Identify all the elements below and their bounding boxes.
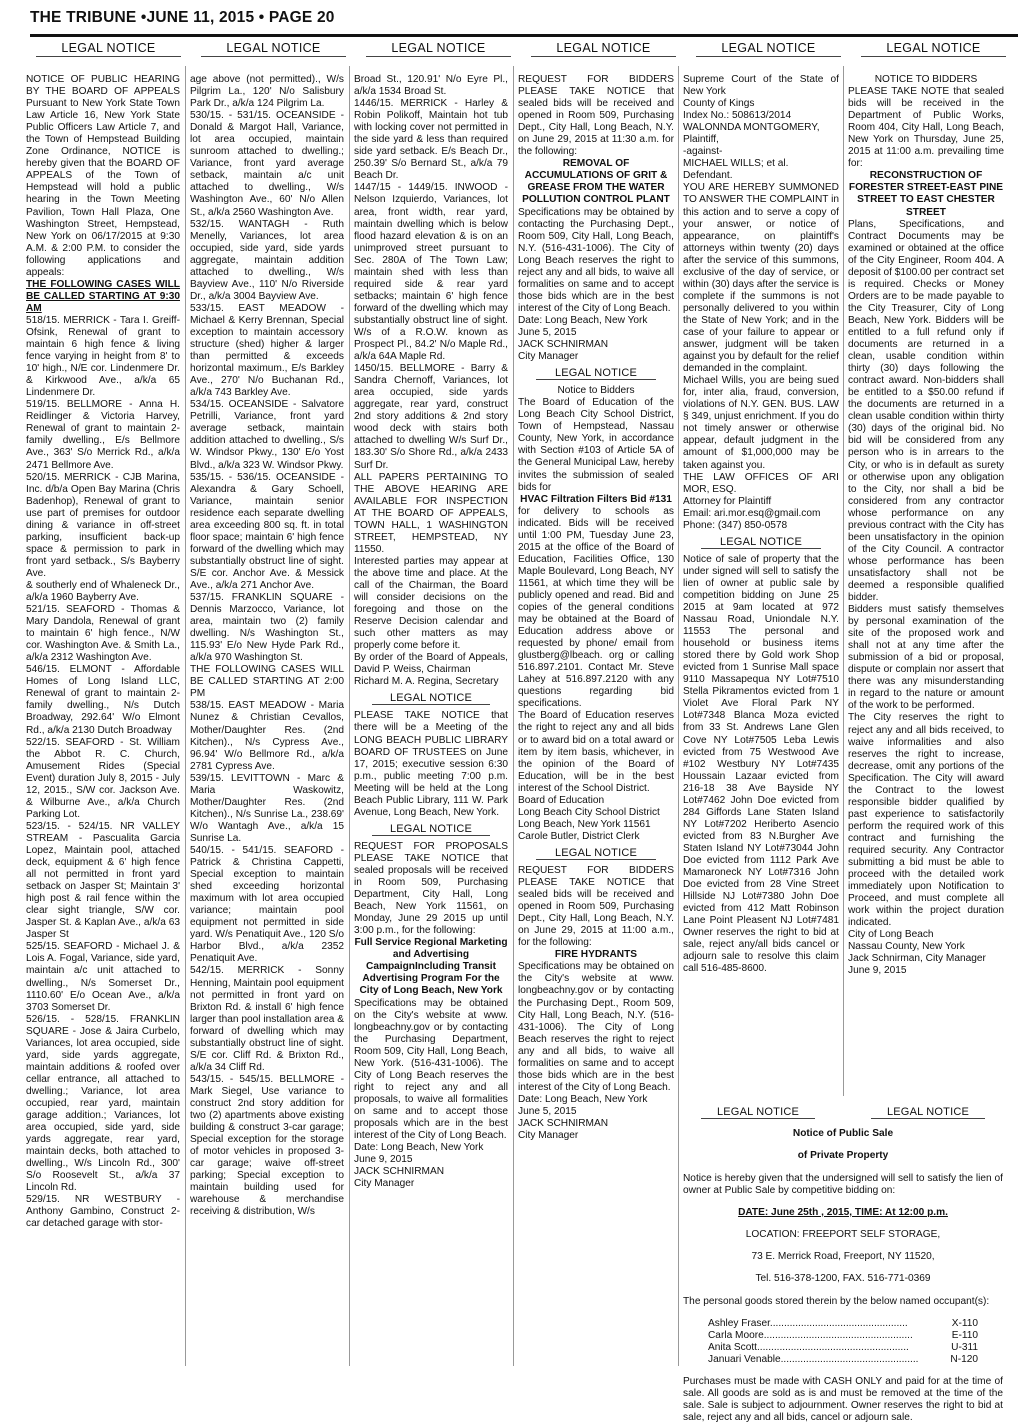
notice-body: Broad St., 120.91' N/o Eyre Pl., a/k/a 1534 Broad St. 1446/15. MERRICK - Harley & Robin Polikoff, Maintain hot tub with locking cover not permitted in the side yard & less than required side yard setback. E/s Beach Dr., 250.39' S/o Bernard St., a/k/a 79 Beach Dr. 1447/15 - 1449/15. INWOOD - Nelson Izquierdo, Variances, lot area, front width, rear yard, maintain dwelling which is below flood hazard elevation & is on an unimproved street pursuant to Sec. 280A of The Town Law; maintain shed with less than required side & rear yard setbacks; maintain 6' high fence forward of the dwelling which may substantially obstruct line of sight. W/s of a R.O.W. known as Prospect Pl., 84.2' N/o Maple Rd., a/k/a 64A Maple Rd. 1450/15. BELLMORE - Barry & Sandra Chernoff, Variances, lot area occupied, side yards aggregate, rear yard, construct 2nd story additions & 2nd story wood deck with stairs both attached to dwelling W/s Surf Dr., 183.30' S/o Shore Rd., a/k/a 2433 Surf Dr. ALL PAPERS PERTAINING TO THE ABOVE HEARING ARE AVAILABLE FOR INSPECTION AT THE BOARD OF APPEALS, TOWN HALL, 1 WASHINGTON STREET, HEMPSTEAD, NY 11550. Interested parties may appear at the above time and place. At the call of the Chairman, the Board will consider decisions on the foregoing and those on the Reserve Decision calendar and such other matters as may properly come before it. By order of the Board of Appeals, David P. Weiss, Chairman Richard M. A. Regina, Secretary (354, 74, 508, 688)
masthead (30, 6, 1018, 37)
sale-notice: Notice of sale of property that the under signed will sell to satisfy the lien of owner at public sale by competition bidding on June 25 2015 at 9am located at 972 Nassau Road, Uniondale N.Y. 11553 The personal and household or business items stored there by Gold work Shop evicted from 1 Sunrise Mall space 9110 Massapequa NY Lot#7510 Stella Pikramentos evicted from 1 Violet Ave Floral Park NY Lot#7348 Blanca Moza evicted from 33 St. Andrews Lane Glen Cove NY Lot#7505 Leba Lewis evicted from 75 Westwood Ave #102 Westbury NY Lot#7435 Houssain Lazaar evicted from 216-18 38 Ave Bayside NY Lot#7462 John Doe evicted from 284 Giffords Lane Staten Island NY Lot#7202 Heriberto Asencio evicted from 83 N.Burgher Ave Staten Island NY Lot#73044 John Doe evicted from 1112 Park Ave Mamaroneck NY Lot#7316 John Doe evicted from 28 Vine Street Hillside NJ Lot#7380 John Doe evicted from 412 Matt Robinson Lane Point Pleasent NJ Lot#7481 Owner reserves the right to bid at sale, reject any/all bids cancel or adjourn sale to resolve this claim call 516-485-8600. (683, 553, 839, 975)
rfp-title: Full Service Regional Marketing and Advertising CampaignIncluding Transit Advertising Program For the City of Long Beach, New York (354, 937, 508, 997)
column-3 (354, 74, 508, 1366)
column-header-3: LEGAL NOTICE (356, 38, 521, 58)
column-divider (843, 66, 844, 1096)
notice-body: 518/15. MERRICK - Tara I. Greiff-Ofsink, Renewal of grant to maintain 6 high fence & living fence varying in height from 8' to 10' high., N/E cor. Lindenmere Dr. & Kirkwood Ave., a/k/a 65 Lindenmere Dr. 519/15. BELLMORE - Anna H. Reidlinger & Victoria Harvey, Renewal of grant to maintain 2-family dwelling., E/s Bellmore Ave., 363' S/o Merrick Rd., a/k/a 2471 Bellmore Ave. 520/15. MERRICK - CJB Marina, Inc. d/b/a Open Bay Marina (Chris Badenhop), Renewal of grant to use part of premises for outdoor dining & variance in off-street parking, insufficient back-up space & permission to park in front yard setback., S/s Bayberry Ave. & southerly end of Whaleneck Dr., a/k/a 1960 Bayberry Ave. 521/15. SEAFORD - Thomas & Mary Dandola, Renewal of grant to maintain 6' high fence., N/W cor. Washington Ave. & Smith La., a/k/a 2312 Washington Ave. 546/15. ELMONT - Affordable Homes of Long Island LLC, Renewal of grant to maintain 2-family dwelling., N/s Dutch Broadway, 292.64' W/o Elmont Rd., a/k/a 2130 Dutch Broadway 522/15. SEAFORD - St. William the Abbot R. C. Church, Amusement Rides (Special Event) duration July 8, 2015 - July 12, 2015., S/W cor. Jackson Ave. & Wilburne Ave., a/k/a Church Parking Lot. 523/15. - 524/15. NR VALLEY STREAM - Pascualita Garcia Lopez, Maintain pool, attached deck, equipment & 6' high fence all not permitted in front yard setback on Jasper St; Maintain 3' high post & rail fence within the clear sight triangle, S/W cor. Jasper St. & Kaplan Ave., a/k/a 63 Jasper St 525/15. SEAFORD - Michael J. & Lois A. Fogal, Variance, side yard, maintain a/c unit attached to dwelling., N/s Somerset Dr., 1110.60' E/o Ocean Ave., a/k/a 3703 Somerset Dr. 526/15. - 528/15. FRANKLIN SQUARE - Jose & Jaira Curbelo, Variances, lot area occupied, side yard, side yards aggregate, maintain additions & roofed over cellar entrance, all attached to dwelling.; Variance, lot area occupied, rear yard, maintain garage addition.; Variances, lot area occupied, side yard, side yards aggregate, rear yard, maintain decks, both attached to dwelling., W/s Lincoln Rd., 300' S/o Roosevelt St., a/k/a 37 Lincoln Rd. 529/15. NR WESTBURY - Anthony Gambino, Construct 2-car detached garage with stor- (26, 314, 180, 1230)
ntb-heading: NOTICE TO BIDDERS (874, 74, 978, 85)
column-header-5: LEGAL NOTICE (686, 38, 851, 58)
column-divider (513, 66, 514, 1366)
rfb-title: REMOVAL OF ACCUMULATIONS OF GRIT & GREASE FROM THE WATER POLLUTION CONTROL PLANT (522, 158, 670, 206)
occupant-row: Januari Venable................................................. N-120 (708, 1353, 978, 1365)
rfb-body: Specifications may be obtained by contacting the Purchasing Dept., Room 509, City Hall, Long Beach, N.Y. (516-431-1006). The City of Long Beach reserves the right to reject any and all bids, to waive all formalities on same and to accept those bids which are in the best interest of the City of Long Beach. Date: Long Beach, New York June 5, 2015 JACK SCHNIRMAN City Manager (518, 206, 674, 363)
column-divider (349, 66, 350, 1366)
section-header: LEGAL NOTICE (354, 692, 508, 704)
section-header: LEGAL NOTICE (853, 1106, 1003, 1118)
column-6 (848, 74, 1004, 1104)
cases-heading: THE FOLLOWING CASES WILL BE CALLED STARTING AT 9:30 AM (26, 278, 180, 314)
public-sale-notice (683, 1106, 1003, 1424)
project-title: RECONSTRUCTION OF FORESTER STREET-EAST PINE STREET TO EAST CHESTER STREET (848, 170, 1004, 218)
rfb-intro: REQUEST FOR BIDDERS PLEASE TAKE NOTICE that sealed bids will be received and opened in Room 509, Purchasing Dept., City Hall, Long Beach, N.Y. on June 29, 2015 at 11:30 a.m. for the following: (518, 74, 674, 158)
rfp-body: Specifications may be obtained on the City's website at www. longbeachny.gov or by contacting the Purchasing Department, Room 509, City Hall, Long Beach, New York. (516-431-1006). The City of Long Beach reserves the right to reject any and all proposals, to waive all formalities on same and to accept those proposals which are in the best interest of the City of Long Beach. Date: Long Beach, New York June 9, 2015 JACK SCHNIRMAN City Manager (354, 997, 508, 1190)
ntb-intro: PLEASE TAKE NOTE that sealed bids will be received in the Department of Public Works, Room 404, City Hall, Long Beach, New York on Thursday, June 25, 2015 at 11:00 a.m. prevailing time for: (848, 86, 1004, 170)
ntb-body-2: for delivery to schools as indicated. Bids will be received until 1:00 PM, Tuesday June 23, 2015 at the office of the Board of Education, Facilities Office, 130 Maple Boulevard, Long Beach, NY 11561, at which time they will be publicly opened and read. Bid and copies of the general conditions may be obtained at the Board of Education address above or requested by phone/ email from glustberg@lbeach. org or calling 516.897.2101. Contact Mr. Steve Lahey at 516.897.2120 with any questions regarding bid specifications. The Board of Education reserves the right to reject any and all bids or to award bid on a total award or item by item basis, whichever, in the opinion of the Board of Education, will be in the best interest of the School District. Board of Education Long Beach City School District Long Beach, New York 11561 Carole Butler, District Clerk (518, 505, 674, 842)
notice-board-of-appeals (26, 74, 180, 1366)
occupant-row: Carla Moore..................................................... E-110 (708, 1329, 978, 1341)
goods-intro: The personal goods stored therein by the below named occupant(s): (683, 1295, 990, 1307)
ntb-body: Plans, Specifications, and Contract Documents may be examined or obtained at the office of the City Engineer, Room 404. A deposit of $100.00 per contract set is required. Checks or Money Orders are to be made payable to the City Treasurer, City of Long Beach, New York. Bidders will be entitled to a full refund only if documents are returned in a clean, usable condition within thirty (30) days following the contract award. Non-bidders shall be entitled to a $50.00 refund if the documents are returned in a clean usable condition within thirty (30) days of the original bid. No bid will be considered from any person who is in arrears to the City, or who is in default as surety or otherwise upon any obligation to the City, nor shall a bid be considered from any contractor whose performance on any previous contract with the City has been unsatisfactory in the opinion of the City Council. A contractor whose performance has been unsatisfactory shall not be deemed a responsible qualified bidder. Bidders must satisfy themselves by personal examination of the site of the proposed work and shall not at any time after the submission of a bid or proposal, dispute or complain nor assert that there was any misunderstanding in regard to the nature or amount of the work to be performed. The City reserves the right to reject any and all bids received, to waive informalities and also reserves the right to increase, decrease, omit any portions of the Specification. The City will award the Contract to the lowest responsible bidder qualified by past experience to satisfactorily perform the required work of this contract and furnishing the required security. Any Contractor submitting a bid must be able to proceed with the detailed work immediately upon Notification to Proceed, and must complete all work within the project duration indicated. City of Long Beach Nassau County, New York Jack Schnirman, City Manager June 9, 2015 (848, 218, 1004, 977)
column-header-1: LEGAL NOTICE (26, 38, 191, 58)
column-header-2: LEGAL NOTICE (191, 38, 356, 58)
occupant-list (708, 1318, 978, 1366)
column-header-4: LEGAL NOTICE (521, 38, 686, 58)
sale-address: 73 E. Merrick Road, Freeport, NY 11520, (751, 1251, 935, 1263)
summons-notice: Supreme Court of the State of New York County of Kings Index No.: 508613/2014 WALONNDA MONTGOMERY, Plaintiff, -against- MICHAEL WILLS; et al. Defendant. YOU ARE HEREBY SUMMONED TO ANSWER THE COMPLAINT in this action and to serve a copy of your answer, or notice of appearance, on plaintiff's attorneys within twenty (20) days after the service of this summons, exclusive of the day of service, or within (30) days after the service is complete if the summons is not personally delivered to you within the State of New York; and in the case of your failure to appear or answer, judgment will be taken against you by default for the relief demanded in the complaint. Michael Wills, you are being sued for, inter alia, fraud, conversion, violations of N.Y. GEN. BUS. LAW § 349, unjust enrichment. If you do not timely answer or otherwise appear, default judgment in the amount of $1,000,000 may be taken against you. THE LAW OFFICES OF ARI MOR, ESQ. Attorney for Plaintiff Email: ari.mor.esq@gmail.com Phone: (347) 850-0578 (683, 74, 839, 531)
section-header: LEGAL NOTICE (518, 847, 674, 859)
sale-location: LOCATION: FREEPORT SELF STORAGE, (745, 1228, 941, 1240)
occupant-row: Ashley Fraser................................................. X-110 (708, 1317, 978, 1329)
masthead-title: THE TRIBUNE •JUNE 11, 2015 • PAGE 20 (30, 9, 335, 26)
rfb2-intro: REQUEST FOR BIDDERS PLEASE TAKE NOTICE that sealed bids will be received and opened in Room 509, Purchasing Dept., City Hall, Long Beach, N.Y. on June 29, 2015 at 11:00 a.m., for the following: (518, 865, 674, 949)
column-5 (683, 74, 839, 1104)
column-divider (185, 66, 186, 1366)
column-header-row (26, 38, 1018, 58)
ntb-title: Notice to Bidders (557, 385, 635, 397)
notice-board-of-appeals-continued (190, 74, 344, 1366)
column-divider (678, 66, 679, 1366)
notice-body: age above (not permitted)., W/s Pilgrim La., 120' N/o Salisbury Park Dr., a/k/a 124 Pilgrim La. 530/15. - 531/15. OCEANSIDE - Donald & Margot Hall, Variance, lot area occupied, maintain sunroom attached to dwelling.; Variance, front yard average setback, maintain a/c unit attached to dwelling., W/s Washington Ave., 60' N/o Allen St., a/k/a 2560 Washington Ave. 532/15. WANTAGH - Ruth Menelly, Variances, lot area occupied, side yard, side yards aggregate, maintain addition attached to dwelling., W/s Bayview Ave., 110' N/o Riverside Dr., a/k/a 3004 Bayview Ave. 533/15. EAST MEADOW - Michael & Kerry Brennan, Special exception to maintain accessory structure (shed) higher & larger than permitted & exceeds horizontal maximum., E/s Barkley Ave., 270' N/o Buchanan Rd., a/k/a 743 Barkley Ave. 534/15. OCEANSIDE - Salvatore Petrilli, Variance, front yard average setback, maintain addition attached to dwelling., S/s W. Windsor Pkwy., 130' E/o Yost Blvd., a/k/a 323 W. Windsor Pkwy. 535/15. - 536/15. OCEANSIDE - Alexandra & Gary Schoell, Variance, maintain senior residence each separate dwelling area exceeding 800 sq. ft. in total floor space; maintain 6' high fence forward of the dwelling which may substantially obstruct line of sight. S/E cor. Anchor Ave. & Messick Ave., a/k/a 271 Anchor Ave. 537/15. FRANKLIN SQUARE - Dennis Marzocco, Variance, lot area, maintain two (2) family dwelling. N/s Washington St., 115.93' E/o New Hyde Park Rd., a/k/a 970 Washington St. THE FOLLOWING CASES WILL BE CALLED STARTING AT 2:00 PM 538/15. EAST MEADOW - Maria Nunez & Christian Cevallos, Mother/Daughter Res. (2nd Kitchen)., N/s Cypress Ave., 96.94' W/o Bellmore Rd., a/k/a 2781 Cypress Ave. 539/15. LEVITTOWN - Marc & Maria Waskowitz, Mother/Daughter Res. (2nd Kitchen)., N/s Sunrise La., 238.69' W/o Wantagh Ave., a/k/a 15 Sunrise La. 540/15. - 541/15. SEAFORD - Patrick & Christina Cappetti, Special exception to maintain shed exceeding horizontal maximum with lot area occupied variance; maintain pool equipment not permitted in side yard. W/s Penatiquit Ave., 120 S/o Harbor Blvd., a/k/a 2352 Penatiquit Ave. 542/15. MERRICK - Sonny Henning, Maintain pool equipment not permitted in front yard on Brixton Rd. & install 6' high fence larger than pool installation area & forward of dwelling which may substantially obstruct line of sight. S/E cor. Cliff Rd. & Brixton Rd., a/k/a 34 Cliff Rd. 543/15. - 545/15. BELLMORE - Mark Siegel, Use variance to construct 2nd story addition for two (2) apartments above existing building & construct 3-car garage; Special exception for the storage of motor vehicles in proposed 3-car garage; waive off-street parking; Special exception to maintain building used for warehouse & merchandise receiving & distribution, W/s (190, 74, 344, 1218)
column-4 (518, 74, 674, 1366)
library-meeting-notice: PLEASE TAKE NOTICE that there will be a Meeting of the LONG BEACH PUBLIC LIBRARY BOARD OF TRUSTEES on June 17, 2015; executive session 6:30 p.m., public meeting 7:00 p.m. Meeting will be held at the Long Beach Public Library, 111 W. Park Avenue, Long Beach, New York. (354, 710, 508, 818)
sale-date: DATE: June 25th , 2015, TIME: At 12:00 p.m. (738, 1206, 948, 1218)
sale-title-1: Notice of Public Sale (792, 1128, 894, 1140)
rfb2-title: FIRE HYDRANTS (554, 949, 638, 961)
sale-title-2: of Private Property (797, 1150, 889, 1162)
section-header: LEGAL NOTICE (518, 367, 674, 379)
section-header: LEGAL NOTICE (683, 536, 839, 548)
sale-phone: Tel. 516-378-1200, FAX. 516-771-0369 (755, 1273, 931, 1285)
section-header: LEGAL NOTICE (683, 1106, 833, 1118)
sale-closing: Purchases must be made with CASH ONLY and paid for at the time of sale. All goods are sold as is and must be removed at the time of the sale. Sale is subject to adjournment. Owner reserves the right to bid at sale, reject any and all bids, cancel or adjourn sale. (683, 1376, 1003, 1424)
sale-intro: Notice is hereby given that the undersigned will sell to satisfy the lien of owner at Public Sale by competitive bidding on: (683, 1172, 1003, 1196)
ntb-bid-title: HVAC Filtration Filters Bid #131 (520, 493, 672, 505)
notice-intro: NOTICE OF PUBLIC HEARING BY THE BOARD OF APPEALS Pursuant to New York State Town Law Article 16, New York State Public Officers Law Article 7, and the Town of Hempstead Building Zone Ordinance, NOTICE is hereby given that the BOARD OF APPEALS of the Town of Hempstead will hold a public hearing in the Town Meeting Pavilion, Town Hall Plaza, One Washington Street, Hempstead, New York on 06/17/2015 at 9:30 A.M. & 2:00 P.M. to consider the following applications and appeals: (26, 74, 180, 278)
occupant-row: Anita Scott...................................................... U-311 (708, 1341, 978, 1353)
column-header-6: LEGAL NOTICE (851, 38, 1016, 58)
section-header: LEGAL NOTICE (354, 823, 508, 835)
ntb-body: The Board of Education of the Long Beach City School District, Town of Hempstead, Nassau County, New York, in accordance with Section #103 of Article 5A of the General Municipal Law, hereby invites the submission of sealed bids for (518, 397, 674, 493)
rfp-intro: REQUEST FOR PROPOSALS PLEASE TAKE NOTICE that sealed proposals will be received in Room 509, Purchasing Department, City Hall, Long Beach, New York 11561, on Monday, June 29 2015 up until 3:00 p.m., for the following: (354, 840, 508, 937)
rfb2-body: Specifications may be obtained on the City's website at www. longbeachny.gov or by contacting the Purchasing Dept., Room 509, City Hall, Long Beach, N.Y. (516-431-1006). The City of Long Beach reserves the right to reject any and all bids, to waive all formalities on same and to accept those bids which are in the best interest of the City of Long Beach. Date: Long Beach, New York June 5, 2015 JACK SCHNIRMAN City Manager (518, 961, 674, 1142)
